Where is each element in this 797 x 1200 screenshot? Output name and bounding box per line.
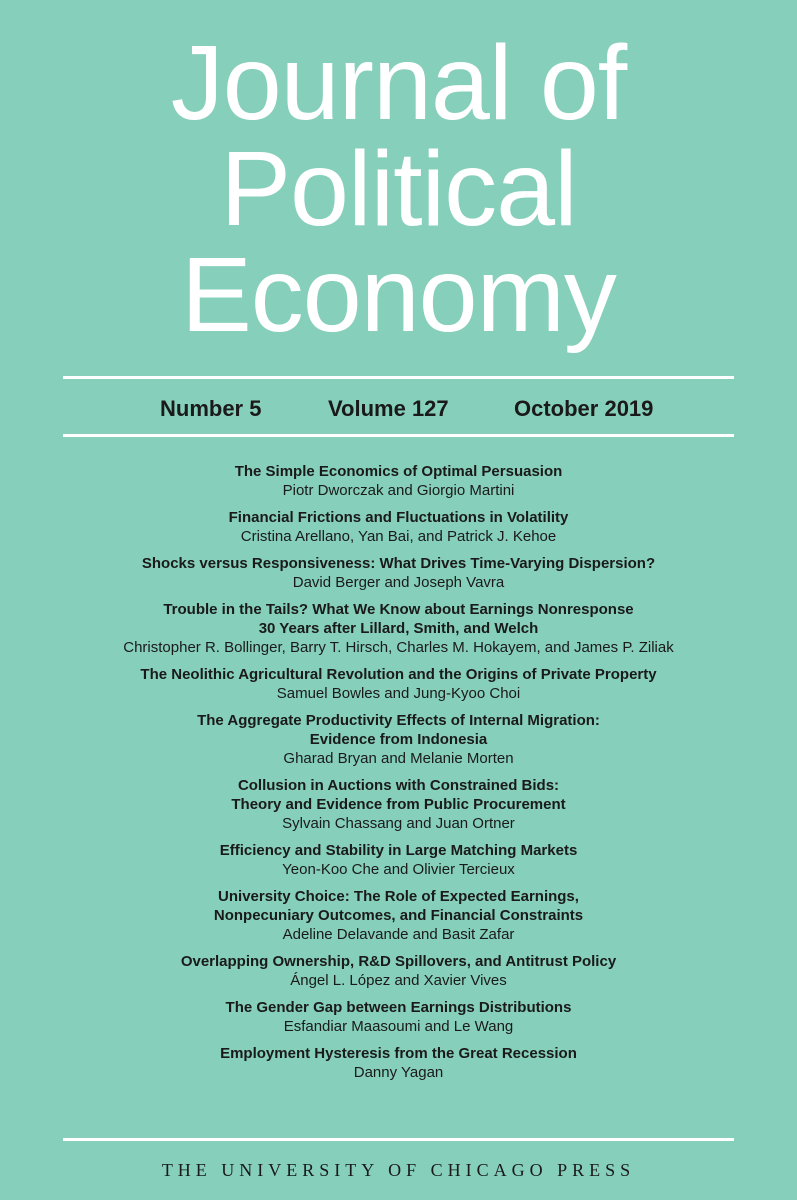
article-authors: Danny Yagan	[353, 1064, 444, 1081]
article-title: Overlapping Ownership, R&D Spillovers, and Antitrust Policy	[180, 953, 617, 970]
article-item	[0, 508, 797, 546]
article-item	[0, 998, 797, 1036]
article-title: The Gender Gap between Earnings Distributions	[225, 999, 572, 1016]
article-authors: David Berger and Joseph Vavra	[292, 574, 505, 591]
article-item	[0, 776, 797, 833]
article-title-line-2: 30 Years after Lillard, Smith, and Welch	[258, 620, 539, 637]
journal-title-line-2: Political	[220, 130, 577, 248]
article-item	[0, 841, 797, 879]
issue-date: October 2019	[514, 396, 654, 421]
article-title-line-2: Evidence from Indonesia	[309, 731, 488, 748]
issue-info	[0, 393, 797, 425]
article-item	[0, 711, 797, 768]
issue-volume: Volume 127	[328, 396, 449, 421]
middle-divider	[63, 434, 734, 437]
article-title-line-1: The Aggregate Productivity Effects of Internal Migration:	[197, 712, 600, 729]
article-item	[0, 462, 797, 500]
issue-number: Number 5	[160, 396, 262, 421]
article-authors: Esfandiar Maasoumi and Le Wang	[283, 1018, 514, 1035]
journal-title-line-1: Journal of	[170, 24, 627, 142]
article-authors: Gharad Bryan and Melanie Morten	[283, 750, 514, 767]
article-item	[0, 952, 797, 990]
article-title: Employment Hysteresis from the Great Recession	[220, 1045, 577, 1062]
article-item	[0, 665, 797, 703]
top-divider	[63, 376, 734, 379]
article-title-line-1: Trouble in the Tails? What We Know about Earnings Nonresponse	[163, 601, 634, 618]
article-authors: Ángel L. López and Xavier Vives	[290, 972, 507, 989]
journal-title	[0, 24, 797, 354]
article-item	[0, 554, 797, 592]
article-item	[0, 887, 797, 944]
article-title-line-2: Theory and Evidence from Public Procurement	[231, 796, 566, 813]
article-title-line-1: Collusion in Auctions with Constrained Bids:	[237, 777, 560, 794]
article-title: The Neolithic Agricultural Revolution and the Origins of Private Property	[140, 666, 657, 683]
article-item	[0, 600, 797, 657]
article-authors: Sylvain Chassang and Juan Ortner	[282, 815, 515, 832]
article-title-line-1: University Choice: The Role of Expected Earnings,	[218, 888, 579, 905]
article-authors: Cristina Arellano, Yan Bai, and Patrick J. Kehoe	[240, 528, 557, 545]
article-authors: Piotr Dworczak and Giorgio Martini	[282, 482, 515, 499]
article-title: Financial Frictions and Fluctuations in Volatility	[228, 509, 569, 526]
article-title-line-2: Nonpecuniary Outcomes, and Financial Constraints	[213, 907, 584, 924]
publisher-name: THE UNIVERSITY OF CHICAGO PRESS	[161, 1160, 636, 1180]
article-authors: Adeline Delavande and Basit Zafar	[282, 926, 515, 943]
article-title: Shocks versus Responsiveness: What Drives Time-Varying Dispersion?	[141, 555, 656, 572]
article-authors: Samuel Bowles and Jung-Kyoo Choi	[276, 685, 521, 702]
article-authors: Yeon-Koo Che and Olivier Tercieux	[282, 861, 515, 878]
article-title: The Simple Economics of Optimal Persuasion	[234, 463, 563, 480]
article-authors: Christopher R. Bollinger, Barry T. Hirsch, Charles M. Hokayem, and James P. Ziliak	[123, 639, 674, 656]
article-item	[0, 1044, 797, 1082]
journal-title-line-3: Economy	[181, 236, 616, 354]
table-of-contents	[0, 462, 797, 1090]
bottom-divider	[63, 1138, 734, 1141]
article-title: Efficiency and Stability in Large Matching Markets	[219, 842, 578, 859]
